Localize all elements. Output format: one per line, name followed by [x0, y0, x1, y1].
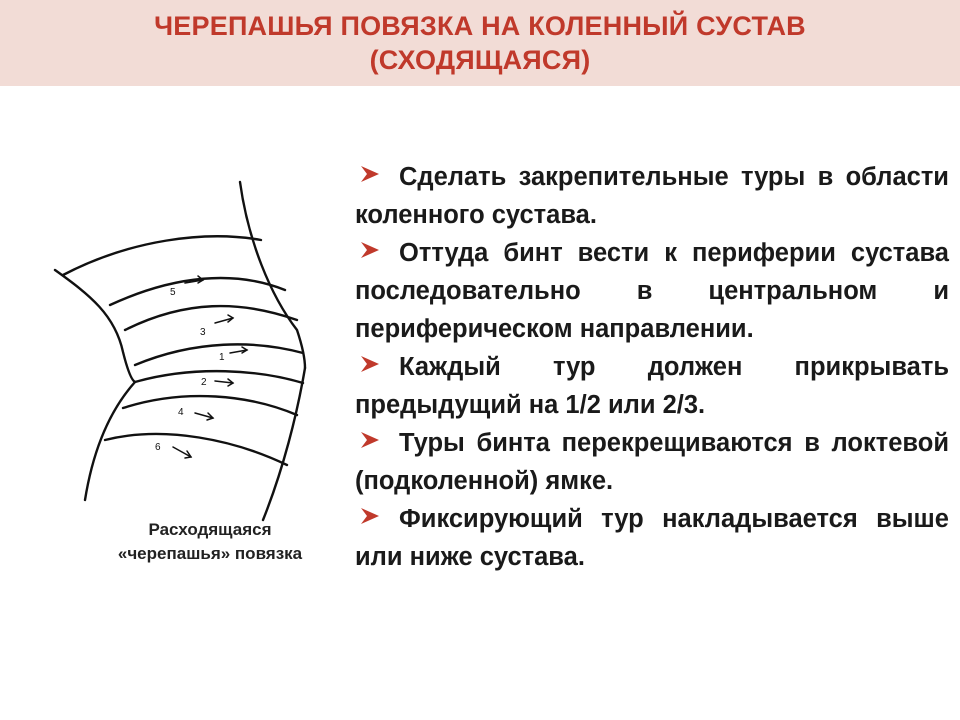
list-item	[355, 424, 949, 500]
bullet-text: Туры бинта перекрещиваются в локтевой (подколенной) ямке.	[355, 429, 949, 495]
tour-label-6: 6	[155, 442, 161, 453]
tour-5	[63, 236, 261, 275]
caption-line-1: Расходящаяся	[148, 520, 272, 539]
tour-label-2: 2	[201, 377, 207, 388]
lower-limb-outline	[263, 368, 305, 520]
tour-3	[110, 278, 285, 305]
title-banner	[0, 0, 960, 86]
tour-label-1: 1	[219, 352, 225, 363]
tour-6	[105, 434, 287, 465]
slide-title: ЧЕРЕПАШЬЯ ПОВЯЗКА НА КОЛЕННЫЙ СУСТАВ	[154, 11, 806, 41]
list-item	[355, 234, 949, 348]
knee-bandage-drawing	[35, 170, 335, 530]
caption-line-2: «черепашья» повязка	[117, 544, 303, 563]
figure-caption	[110, 518, 310, 566]
upper-limb-outline	[240, 182, 305, 368]
bullet-text: Каждый тур должен прикрывать предыдущий на 1/2 или 2/3.	[355, 353, 949, 419]
bullet-text: Оттуда бинт вести к периферии сустава последовательно в центральном и периферическом направлении.	[355, 239, 949, 343]
bullet-text: Сделать закрепительные туры в области коленного сустава.	[355, 163, 949, 229]
arrow-bullet-icon	[355, 164, 385, 184]
list-item	[355, 348, 949, 424]
inner-contour-lower	[85, 382, 135, 500]
instruction-list	[355, 158, 949, 576]
list-item	[355, 500, 949, 576]
arrow-bullet-icon	[355, 430, 385, 450]
bullet-text: Фиксирующий тур накладывается выше или ниже сустава.	[355, 505, 949, 571]
arrow-bullet-icon	[355, 354, 385, 374]
arrow-bullet-icon	[355, 506, 385, 526]
slide-subtitle: (СХОДЯЩАЯСЯ)	[369, 45, 591, 75]
inner-contour-upper	[55, 270, 135, 382]
tour-label-4: 4	[178, 407, 184, 418]
tour-label-3: 3	[200, 327, 206, 338]
tour-upper-inner	[125, 306, 297, 330]
list-item	[355, 158, 949, 234]
tour-4	[123, 396, 297, 415]
tour-label-5: 5	[170, 287, 176, 298]
arrow-bullet-icon	[355, 240, 385, 260]
